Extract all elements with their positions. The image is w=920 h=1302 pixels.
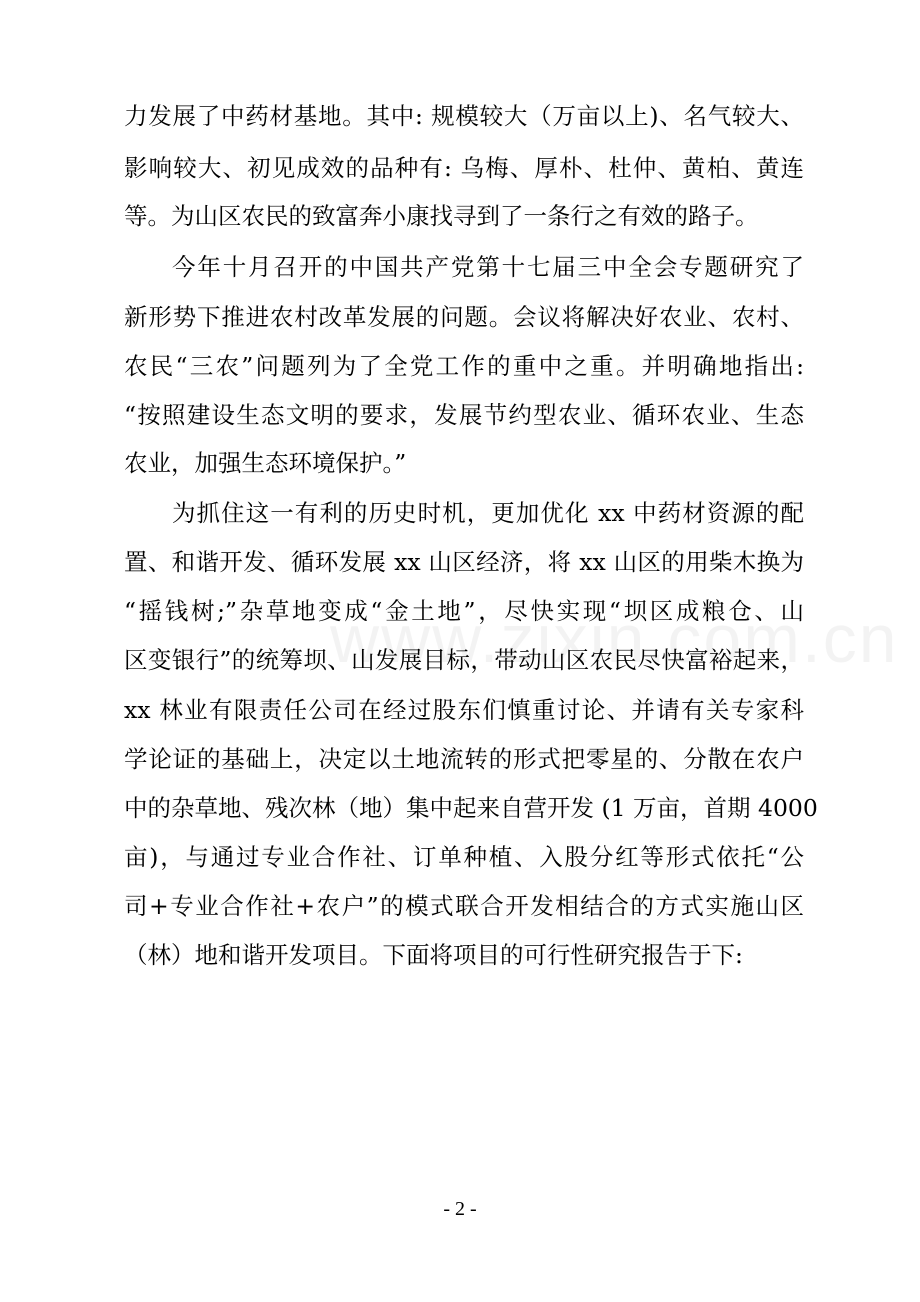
paragraph-line: （林）地和谐开发项目。下面将项目的可行性研究报告于下: [124, 941, 743, 969]
paragraph-line: xx 林业有限责任公司在经过股东们慎重讨论、并请有关专家科 [124, 696, 804, 724]
paragraph-line: 新形势下推进农村改革发展的问题。会议将解决好农业、农村、 [124, 303, 804, 331]
paragraph-line: 为抓住这一有利的历史时机，更加优化 xx 中药材资源的配 [172, 499, 804, 527]
paragraph-line: “按照建设生态文明的要求，发展节约型农业、循环农业、生态 [124, 401, 804, 429]
paragraph-line: “摇钱树;”杂草地变成“金土地”，尽快实现“坝区成粮仓、山 [124, 597, 804, 625]
paragraph-line: 亩)，与通过专业合作社、订单种植、入股分红等形式依托“公 [124, 843, 804, 871]
paragraph-line: 农业，加强生态环境保护。” [124, 449, 407, 477]
paragraph-line: 置、和谐开发、循环发展 xx 山区经济，将 xx 山区的用柴木换为 [124, 548, 804, 576]
paragraph-line: 影响较大、初见成效的品种有: 乌梅、厚朴、杜仲、黄柏、黄连 [124, 154, 804, 182]
paragraph-line: 农民“三农”问题列为了全党工作的重中之重。并明确地指出: [124, 352, 804, 380]
paragraph-line: 等。为山区农民的致富奔小康找寻到了一条行之有效的路子。 [124, 202, 759, 230]
paragraph-line: 司+专业合作社+农户”的模式联合开发相结合的方式实施山区 [124, 892, 804, 920]
paragraph-line: 力发展了中药材基地。其中: 规模较大（万亩以上)、名气较大、 [124, 102, 804, 130]
paragraph-line: 今年十月召开的中国共产党第十七届三中全会专题研究了 [172, 253, 804, 281]
paragraph-line: 学论证的基础上，决定以土地流转的形式把零星的、分散在农户 [124, 745, 804, 773]
paragraph-line: 区变银行”的统筹坝、山发展目标，带动山区农民尽快富裕起来， [124, 646, 804, 674]
page-number: - 2 - [443, 1198, 477, 1220]
paragraph-line: 中的杂草地、残次林（地）集中起来自营开发 (1 万亩，首期 4000 [124, 794, 818, 822]
